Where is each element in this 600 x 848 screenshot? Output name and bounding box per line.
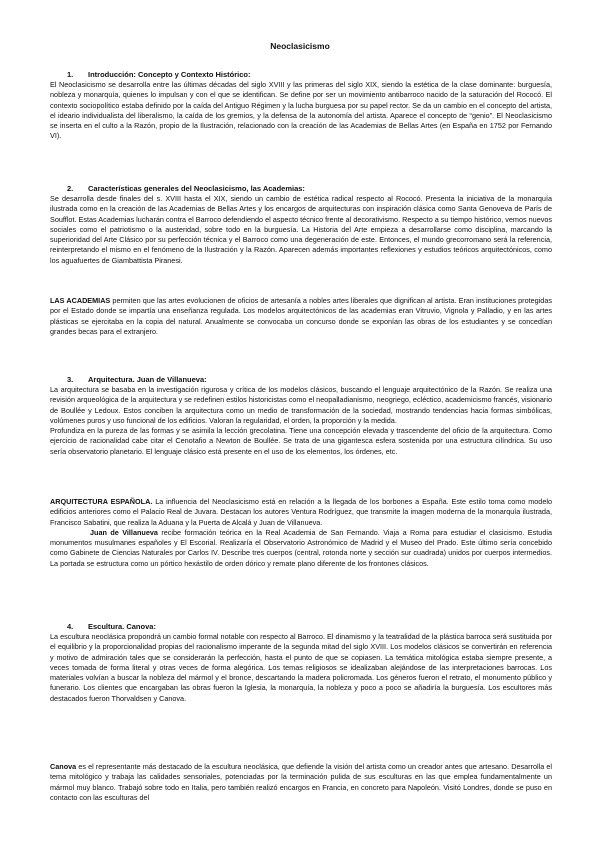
section-4-paragraph: La escultura neoclásica propondrá un cambio formal notable con respecto al Barroco. El dinamismo y la teatralidad de la plástica barroca será sustituida por el equilibrio y la proporcionalidad propias del racionalismo imperante de la segunda mitad del siglo XVIII. Los modelos clásicos se convertirán en referencia y motivo de admiración tales que se considerarán la perfección, hasta el punto de que se copiasen. La temática mitológica estaba siempre presente, a veces tomada de forma literal y otras veces de forma alegórica. Los temas religiosos se idealizaban alejándose de las interpretaciones barrocas. Los materiales volvían a buscar la nobleza del mármol y el bronce, descartando la madera policromada. Los géneros fueron el retrato, el monumento público y funerario. Los clientes que encargaban las obras fueron la Iglesia, la monarquía, la nobleza y poco a poco se añadiría la burguesía. Los escultores más destacados fueron Thorvaldsen y Canova. — [50, 632, 552, 703]
arquitectura-espanola-paragraph — [50, 497, 552, 528]
section-1-number: 1. — [67, 70, 74, 79]
academias-block — [50, 296, 552, 337]
section-2-body — [50, 194, 552, 266]
academias-paragraph — [50, 296, 552, 337]
canova-lead: Canova — [50, 762, 77, 771]
canova-block — [50, 762, 552, 803]
section-4-body — [50, 632, 552, 704]
page-title: Neoclasicismo — [270, 41, 330, 51]
section-2-paragraph: Se desarrolla desde finales del s. XVIII hasta el XIX, siendo un cambio de estética radical respecto al Rococó. Presenta la iniciativa de la monarquía ilustrada como en la creación de las Academias de Bellas Artes y los encargos de arquitecturas con inspiración clásica como Santa Genoveva de París de Soufflot. Estas Academias lucharán contra el Barroco defendiendo el aspecto técnico frente al decorativismo. Respecto a su tiempo histórico, vemos nuevos sociales como el patriotismo o la austeridad, sobre todo en la burguesía. La Historia del Arte empieza a desarrollarse como disciplina, marcando la superioridad del Arte Clásico por su perfección técnica y el Barroco como una degeneración de este. Entonces, el mundo grecorromano será la referencia, reinterpretando el mismo en el fenómeno de la Ilustración y la Razón. Aparecen además importantes reflexiones y estudios teóricos arquitectónicos, como los aguafuertes de Giambattista Piranesi. — [50, 194, 553, 265]
arquitectura-espanola-block — [50, 497, 552, 569]
villanueva-lead: Juan de Villanueva — [90, 527, 158, 537]
section-1-paragraph: El Neoclasicismo se desarrolla entre las últimas décadas del siglo XVIII y las primeras del siglo XIX, siendo la estética de la clase dominante: burguesía, nobleza y monarquía, quienes lo impulsan y con el que se identifican. Se define por ser un movimiento antibarroco nacido de la saturación del Rococó. El contexto sociopolítico estaba definido por la caída del Antiguo Régimen y la lucha burguesa por su papel rector. Se da un cambio en el concepto del artista, el ideario individualista del liberalismo, la caída de los gremios, y la defensa de la autonomía del artista. Aparece el concepto de “genio”. El Neoclasicismo se inserta en el culto a la Razón, propio de la Ilustración, relacionado con la creación de las Academias de Bellas Artes (en España en 1752 por Fernando VI). — [50, 80, 552, 141]
academias-lead: LAS ACADEMIAS — [50, 296, 111, 305]
section-3-body — [50, 385, 552, 457]
section-1-title: Introducción: Concepto y Contexto Histórico: — [88, 70, 251, 79]
arquitectura-espanola-text: La influencia del Neoclasicismo está en relación a la llegada de los borbones a España. Este estilo toma como modelo edificios anteriores como el Palacio Real de Juvara. Destacan los autores Ventura Rodríguez, que transmite la imagen moderna de la monarquía ilustrada, Francisco Sabatini, que realiza la Aduana y la Puerta de Alcalá y Juan de Villanueva. — [50, 497, 552, 527]
section-3-paragraph-2: Profundiza en la pureza de las formas y se asimila la lección grecolatina. Tiene una concepción elevada y trascendente del oficio de la arquitectura. Como ejercicio de racionalidad cabe citar el Cenotafio a Newton de Boullée. Se trata de una gigantesca esfera sostenida por una estructura cilíndrica. Su uso sería observatorio planetario. El lenguaje clásico está presente en el uso de los elementos, los órdenes, etc. — [50, 426, 552, 456]
arquitectura-espanola-lead: ARQUITECTURA ESPAÑOLA. — [50, 497, 153, 506]
academias-text: permiten que las artes evolucionen de oficios de artesanía a nobles artes liberales que dignifican al artista. Eran instituciones protegidas por el Estado donde se impartía una enseñanza regulada. Los modelos arquitectónicos de las academias eran Vitruvio, Vignola y Palladio, y en las artes plásticas se ejercitaba en la copia del natural. Anualmente se convocaba un concurso donde se exponían las obras de los estudiantes y se concedían grandes becas para el extranjero. — [50, 296, 552, 336]
section-1-body — [50, 80, 552, 142]
section-3-title: Arquitectura. Juan de Villanueva: — [88, 375, 207, 384]
villanueva-text: recibe formación teórica en la Real Academia de San Fernando. Viaja a Roma para estudiar el clasicismo. Estudia monumentos musulmanes españoles y El Escorial. Realizaría el Observatorio Astronómico de Madrid y el Museo del Prado. Este último sería concebido como Gabinete de Ciencias Naturales por Carlos IV. Describe tres cuerpos (central, rotonda norte y sección sur cuadrada) unidos por cuerpos intermedios. La portada se estructura como un pórtico hexástilo de orden dórico y remate plano diferente de los frontones clásicos. — [50, 527, 552, 568]
canova-paragraph — [50, 762, 552, 803]
section-2-title: Características generales del Neoclasicismo, las Academias: — [88, 184, 305, 193]
section-4-number: 4. — [67, 622, 74, 631]
section-2-number: 2. — [67, 184, 74, 193]
villanueva-paragraph — [50, 528, 552, 569]
section-4-title: Escultura. Canova: — [88, 622, 156, 631]
canova-text: es el representante más destacado de la escultura neoclásica, que defiende la visión del artista como un creador antes que artesano. Desarrolla el tema mitológico y trabaja las calidades sensoriales, potenciadas por la terminación pulida de sus esculturas en las que emplea fundamentalmente un mármol muy blanco. Trabajó sobre todo en Italia, pero también realizó encargos en Francia, en concreto para Napoleón. Visitó Londres, donde se puso en contacto con las esculturas del — [50, 762, 552, 802]
section-3-number: 3. — [67, 375, 74, 384]
section-3-paragraph: La arquitectura se basaba en la investigación rigurosa y crítica de los modelos clásicos, buscando el lenguaje arquitectónico de la Razón. Se realiza una revisión arqueológica de la arquitectura y se redefinen estilos historicistas como el neopalladianismo, neogriego, ecléctico, academicismo francés, visionario de Boullée y Ledoux. Estos conciben la arquitectura como un medio de transformación de la sociedad, mostrando tendencias hacia formas simbólicas, volúmenes puros y uso funcional de los edificios. Valoran la regularidad, el orden, la proporción y la medida. — [50, 385, 552, 425]
